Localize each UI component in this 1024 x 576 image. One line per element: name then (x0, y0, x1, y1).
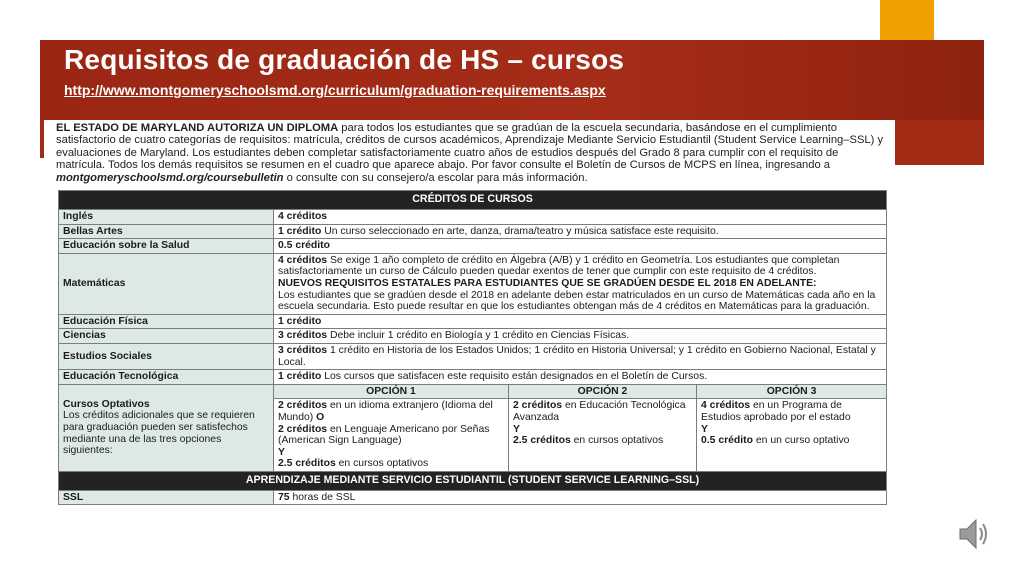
row-label: Matemáticas (59, 253, 274, 314)
ssl-header: APRENDIZAJE MEDIANTE SERVICIO ESTUDIANTIL (STUDENT SERVICE LEARNING–SSL) (59, 471, 887, 490)
option-credits: 2.5 créditos (278, 458, 336, 470)
option-3-body (697, 399, 887, 472)
table-row (59, 239, 887, 254)
option-credits: 2.5 créditos (513, 435, 571, 447)
row-text: 1 crédito en Historia de los Estados Unidos; 1 crédito en Historia Universal; y 1 crédito en Gobierno Nacional, Estatal y Local. (278, 344, 876, 368)
math-new-text: Los estudiantes que se gradúen desde el 2018 en adelante deben estar matriculados en un curso de Matemáticas cada año en la escuela secundaria. Esto puede resultar en que los estudiantes obtengan más de 4 créditos en Matemáticas para la graduación. (278, 289, 876, 313)
intro-link: montgomeryschoolsmd.org/coursebulletin (56, 171, 284, 184)
option-text: en un Programa de Estudios aprobado por el estado (701, 400, 851, 423)
scanned-document (52, 121, 895, 557)
option-connector: Y (278, 446, 285, 458)
row-credits: 4 créditos (278, 254, 328, 266)
electives-label: Cursos Optativos (63, 398, 150, 410)
row-value (274, 210, 887, 225)
row-credits: 3 créditos (278, 344, 328, 356)
row-value (274, 370, 887, 385)
ssl-value (274, 490, 887, 505)
intro-tail: o consulte con su consejero/a escolar para más información. (283, 171, 588, 184)
options-header-row (59, 384, 887, 399)
requirements-link[interactable]: http://www.montgomeryschoolsmd.org/curriculum/graduation-requirements.aspx (64, 82, 606, 98)
row-credits: 0.5 crédito (278, 240, 330, 252)
band-right-edge (895, 120, 984, 165)
credits-header: CRÉDITOS DE CURSOS (59, 191, 887, 210)
math-new-requirements: NUEVOS REQUISITOS ESTATALES PARA ESTUDIANTES QUE SE GRADÚEN DESDE EL 2018 EN ADELANTE: (278, 277, 817, 289)
row-text: Debe incluir 1 crédito en Biología y 1 crédito en Ciencias Físicas. (327, 330, 630, 342)
row-credits: 4 créditos (278, 211, 328, 222)
option-2-title: OPCIÓN 2 (509, 384, 697, 399)
option-1-body (274, 399, 509, 472)
electives-label-cell (59, 384, 274, 471)
slide-title: Requisitos de graduación de HS – cursos (64, 44, 625, 75)
row-value (274, 343, 887, 369)
option-text: en un idioma extranjero (Idioma del Mundo) (278, 400, 493, 423)
option-credits: 4 créditos (701, 400, 751, 412)
option-connector: Y (513, 423, 520, 435)
option-3-title: OPCIÓN 3 (697, 384, 887, 399)
table-row (59, 490, 887, 505)
row-value (274, 224, 887, 239)
row-label: Inglés (59, 210, 274, 225)
electives-note: Los créditos adicionales que se requieren para graduación pueden ser satisfechos mediante una de las tres opciones siguientes: (63, 410, 255, 457)
option-1-title: OPCIÓN 1 (274, 384, 509, 399)
option-connector: O (316, 411, 325, 423)
option-text: en Lenguaje Americano por Señas (American Sign Language) (278, 423, 490, 447)
row-value (274, 329, 887, 344)
row-value (274, 314, 887, 329)
table-row (59, 253, 887, 314)
intro-body: para todos los estudiantes que se gradúan de la escuela secundaria, basándose en el cumplimiento satisfactorio de cuatro categorías de requisitos: matrícula, créditos de cursos académicos, Aprendizaje Mediante Servicio Estudiantil (Student Service Learning–SSL) y evaluaciones de Maryland. Los estudiantes deben completar satisfactoriamente cuatro años de estudios después del Grado 8 para cumplir con el requisito de matrícula. Todos los demás requisitos se resumen en el cuadro que aparece abajo. Por favor consulte el Boletín de Cursos de MCPS en línea, ingresando a (56, 122, 884, 172)
row-value (274, 239, 887, 254)
row-label: Ciencias (59, 329, 274, 344)
option-text: en cursos optativos (570, 435, 664, 447)
option-credits: 2 créditos (513, 400, 563, 412)
band-left-edge (40, 120, 44, 158)
intro-lead: EL ESTADO DE MARYLAND AUTORIZA UN DIPLOMA (56, 122, 339, 134)
row-text: Los cursos que satisfacen este requisito están designados en el Boletín de Cursos. (321, 371, 708, 383)
table-row (59, 343, 887, 369)
ssl-text: horas de SSL (289, 491, 356, 503)
option-text: en cursos optativos (335, 458, 429, 470)
intro-paragraph (56, 122, 886, 184)
option-connector: Y (701, 423, 708, 435)
row-label: Educación Tecnológica (59, 370, 274, 385)
table-row (59, 314, 887, 329)
table-row (59, 329, 887, 344)
option-2-body (509, 399, 697, 472)
row-label: Educación sobre la Salud (59, 239, 274, 254)
option-credits: 0.5 crédito (701, 435, 753, 447)
row-credits: 3 créditos (278, 330, 328, 342)
speaker-icon[interactable] (958, 514, 992, 554)
ssl-label: SSL (59, 490, 274, 505)
row-credits: 1 crédito (278, 225, 322, 237)
table-row (59, 210, 887, 225)
row-label: Estudios Sociales (59, 343, 274, 369)
credits-table (58, 190, 887, 505)
table-row (59, 370, 887, 385)
row-text: Un curso seleccionado en arte, danza, drama/teatro y música satisface este requisito. (321, 225, 719, 237)
ssl-hours: 75 (278, 491, 290, 503)
table-row (59, 224, 887, 239)
row-text: Se exige 1 año completo de crédito en Álgebra (A/B) y 1 crédito en Geometría. Los estudiantes que completan satisfactoriamente un curso de Cálculo pueden quedar exentos de tener que cumplir con este requisito de 4 créditos. (278, 254, 840, 278)
row-label: Bellas Artes (59, 224, 274, 239)
row-credits: 1 crédito (278, 371, 322, 383)
option-credits: 2 créditos (278, 400, 328, 412)
option-text: en un curso optativo (752, 435, 850, 447)
row-credits: 1 crédito (278, 315, 322, 327)
option-credits: 2 créditos (278, 423, 328, 435)
row-value (274, 253, 887, 314)
option-text: en Educación Tecnológica Avanzada (513, 400, 686, 423)
row-label: Educación Física (59, 314, 274, 329)
